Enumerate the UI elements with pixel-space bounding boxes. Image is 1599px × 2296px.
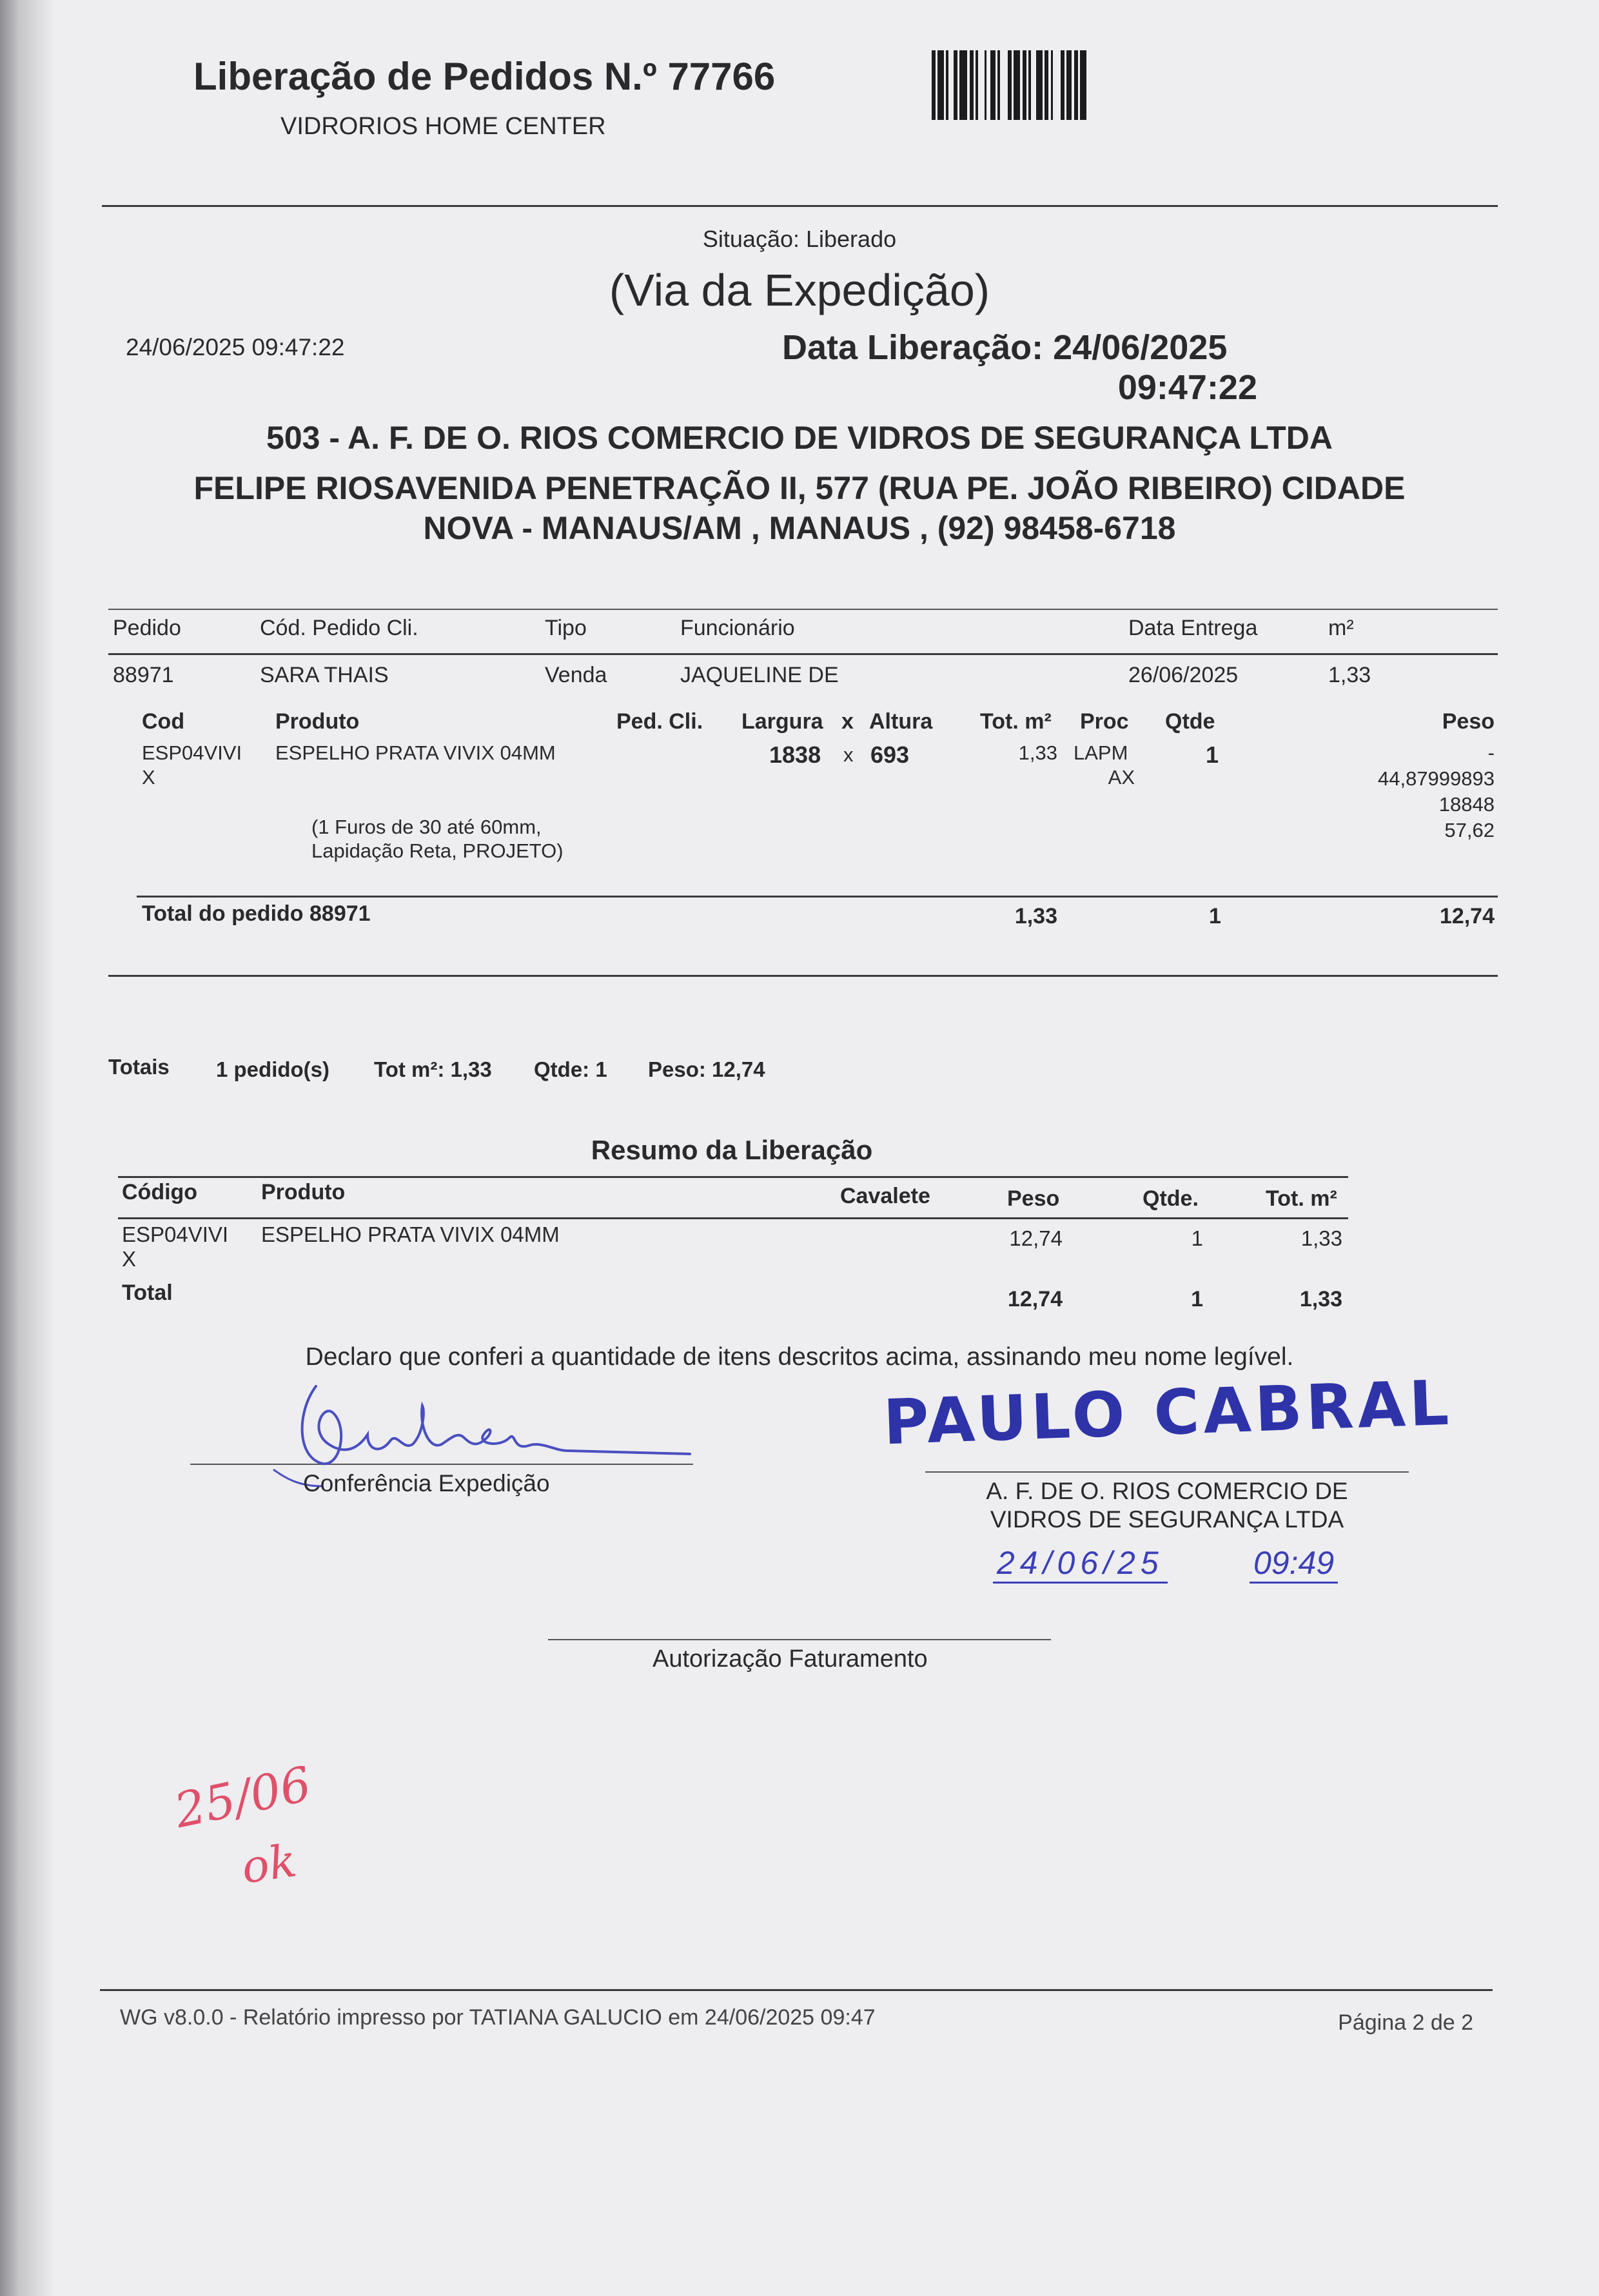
col-cod-cli-header: Cód. Pedido Cli. [260, 616, 418, 640]
item-col-qtde: Qtde [1165, 709, 1215, 734]
item-altura: 693 [870, 741, 910, 768]
barcode-bar [1066, 50, 1072, 120]
printed-datetime: 24/06/2025 09:47:22 [126, 334, 345, 360]
item-cod-cont: X [142, 766, 155, 789]
release-date: Data Liberação: 24/06/2025 [782, 328, 1228, 367]
signature-caption-right-1: A. F. DE O. RIOS COMERCIO DE [986, 1478, 1348, 1504]
divider [118, 1217, 1348, 1219]
release-time: 09:47:22 [1117, 368, 1257, 407]
order-pedido: 88971 [113, 663, 174, 687]
item-col-x: x [841, 709, 854, 734]
summary-codigo: ESP04VIVI [122, 1222, 229, 1246]
summary-col-codigo: Código [122, 1180, 198, 1204]
col-m2-header: m² [1328, 616, 1354, 640]
barcode-bar [1080, 50, 1086, 120]
item-col-tot-m2: Tot. m² [980, 709, 1052, 734]
barcode-bar [1000, 50, 1008, 120]
col-data-entrega-header: Data Entrega [1128, 616, 1258, 640]
barcode [932, 50, 1175, 120]
signature-line-billing [548, 1639, 1051, 1640]
barcode-bar [948, 50, 954, 120]
item-obs-1: (1 Furos de 30 até 60mm, [311, 816, 542, 838]
summary-total-tot-m2: 1,33 [1299, 1287, 1342, 1311]
col-tipo-header: Tipo [545, 616, 587, 640]
handwritten-signature-right: PAULO CABRAL [882, 1366, 1454, 1459]
summary-total-peso: 12,74 [1007, 1287, 1063, 1311]
item-col-ped-cli: Ped. Cli. [616, 709, 703, 734]
barcode-bar [937, 50, 944, 120]
company-name: VIDRORIOS HOME CENTER [280, 113, 606, 140]
order-tipo: Venda [545, 663, 607, 687]
summary-title: Resumo da Liberação [591, 1135, 873, 1165]
order-cod-cli: SARA THAIS [260, 663, 389, 687]
handwritten-note-date: 25/06 [170, 1756, 316, 1840]
handwritten-note-ok: ok [238, 1834, 300, 1894]
client-line-2: FELIPE RIOSAVENIDA PENETRAÇÃO II, 577 (RUA PE. JOÃO RIBEIRO) CIDADE [193, 470, 1406, 506]
item-col-cod: Cod [142, 709, 185, 734]
barcode-bar [1036, 50, 1043, 120]
item-col-peso: Peso [1442, 709, 1495, 734]
footer-page-number: Página 2 de 2 [1338, 2010, 1473, 2035]
declaration-text: Declaro que conferi a quantidade de itens descritos acima, assinando meu nome legível. [305, 1343, 1294, 1371]
order-data-entrega: 26/06/2025 [1128, 663, 1239, 687]
totals-m2: Tot m²: 1,33 [374, 1057, 492, 1081]
divider [137, 896, 1498, 898]
handwritten-time: 09:49 [1250, 1544, 1338, 1584]
summary-col-qtde: Qtde. [1143, 1186, 1199, 1211]
divider [102, 205, 1498, 207]
item-produto: ESPELHO PRATA VIVIX 04MM [275, 741, 556, 764]
item-col-largura: Largura [741, 709, 823, 734]
item-proc-cont: AX [1108, 766, 1135, 789]
summary-codigo-cont: X [122, 1247, 137, 1271]
col-funcionario-header: Funcionário [680, 616, 795, 640]
item-qtde: 1 [1206, 741, 1219, 768]
summary-qtde: 1 [1191, 1226, 1203, 1250]
status-text: Situação: Liberado [702, 226, 897, 252]
signature-caption-left: Conferência Expedição [303, 1470, 550, 1496]
barcode-bar [1031, 50, 1036, 120]
signature-caption-right-2: VIDROS DE SEGURANÇA LTDA [990, 1506, 1344, 1533]
footer-divider [100, 1989, 1493, 1991]
barcode-bar [978, 50, 985, 120]
item-obs-2: Lapidação Reta, PROJETO) [311, 839, 564, 862]
barcode-bar [1053, 50, 1061, 120]
summary-total-label: Total [122, 1280, 173, 1305]
item-tot-m2: 1,33 [1018, 741, 1057, 764]
summary-tot-m2: 1,33 [1300, 1226, 1342, 1250]
totals-label: Totais [108, 1055, 170, 1079]
divider [108, 653, 1498, 655]
item-peso-dash: - [1487, 741, 1495, 764]
summary-peso: 12,74 [1009, 1226, 1063, 1250]
item-col-proc: Proc [1080, 709, 1129, 734]
summary-produto: ESPELHO PRATA VIVIX 04MM [261, 1222, 560, 1246]
billing-caption: Autorização Faturamento [652, 1645, 928, 1673]
item-proc: LAPM [1074, 741, 1128, 764]
barcode-bar [1014, 50, 1020, 120]
item-peso-final: 57,62 [1444, 819, 1495, 841]
item-largura: 1838 [769, 741, 821, 768]
summary-total-qtde: 1 [1191, 1287, 1203, 1311]
barcode-bar [990, 50, 996, 120]
handwritten-date: 24/06/25 [993, 1544, 1168, 1584]
divider [118, 1176, 1348, 1178]
item-col-produto: Produto [275, 709, 360, 734]
order-total-peso: 12,74 [1439, 904, 1495, 928]
order-funcionario: JAQUELINE DE [680, 663, 839, 687]
barcode-bar [959, 50, 967, 120]
item-peso-cont: 18848 [1438, 793, 1495, 816]
item-peso-value: 44,87999893 [1377, 767, 1495, 790]
order-total-m2: 1,33 [1014, 904, 1057, 928]
via-title: (Via da Expedição) [609, 265, 990, 315]
summary-col-produto: Produto [261, 1180, 346, 1204]
scan-edge-shadow [0, 0, 58, 2296]
document-title: Liberação de Pedidos N.º 77766 [193, 55, 776, 98]
barcode-bar [1086, 50, 1088, 120]
order-total-qtde: 1 [1209, 904, 1221, 928]
divider [108, 609, 1498, 610]
footer-print-info: WG v8.0.0 - Relatório impresso por TATIANA GALUCIO em 24/06/2025 09:47 [120, 2005, 876, 2030]
order-total-label: Total do pedido 88971 [142, 901, 371, 926]
signature-line-right [925, 1471, 1409, 1473]
col-pedido-header: Pedido [113, 616, 181, 640]
client-line-1: 503 - A. F. DE O. RIOS COMERCIO DE VIDROS DE SEGURANÇA LTDA [266, 420, 1333, 456]
item-x: x [843, 743, 854, 766]
summary-col-cavalete: Cavalete [840, 1184, 930, 1208]
totals-peso: Peso: 12,74 [648, 1057, 765, 1081]
order-m2: 1,33 [1328, 663, 1371, 687]
item-col-altura: Altura [869, 709, 933, 734]
summary-col-peso: Peso [1007, 1186, 1060, 1211]
totals-qtde: Qtde: 1 [534, 1057, 607, 1081]
item-cod: ESP04VIVI [142, 741, 242, 764]
totals-pedidos: 1 pedido(s) [216, 1057, 330, 1081]
summary-col-tot-m2: Tot. m² [1266, 1186, 1337, 1211]
client-line-3: NOVA - MANAUS/AM , MANAUS , (92) 98458-6718 [423, 510, 1176, 546]
divider [108, 975, 1498, 977]
